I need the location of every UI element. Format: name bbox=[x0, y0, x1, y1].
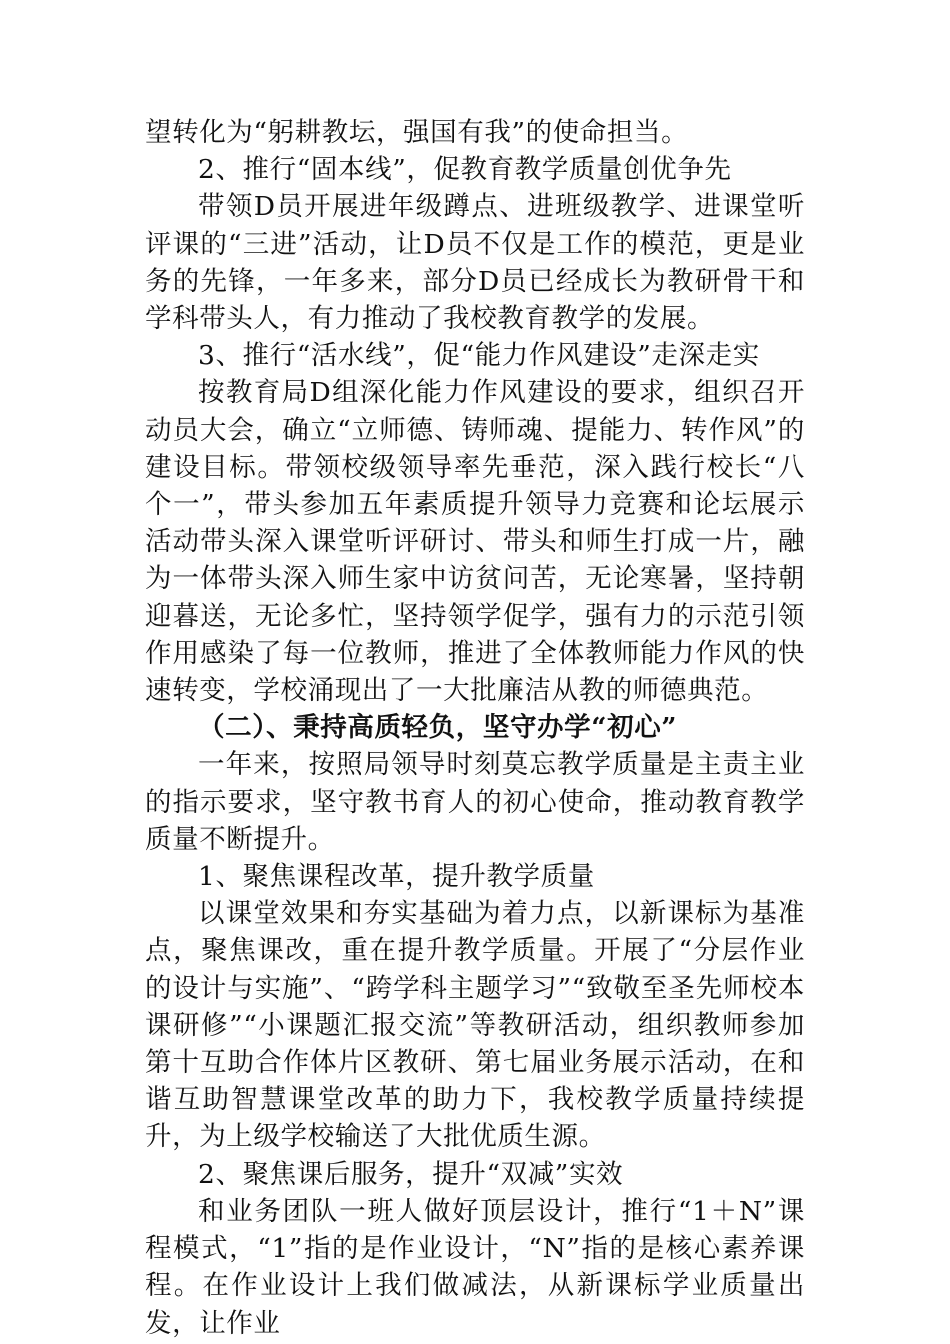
paragraph-intro-quality: 一年来，按照局领导时刻莫忘教学质量是主责主业的指示要求，坚守教书育人的初心使命，推动教育教学质量不断提升。 bbox=[145, 749, 805, 855]
section-heading-chuxin: （二）、秉持高质轻负，坚守办学“初心” bbox=[198, 712, 678, 744]
subheading-kehou-fuwu: 2、聚焦课后服务，提升“双减”实效 bbox=[198, 1158, 624, 1190]
paragraph-closing-line: 望转化为“躬耕教坛，强国有我”的使命担当。 bbox=[145, 117, 689, 148]
paragraph-kecheng-gaige: 以课堂效果和夯实基础为着力点，以新课标为基准点，聚焦课改，重在提升教学质量。开展了“分层作业的设计与实施”、“跨学科主题学习”“致敬至圣先师校本课研修”“小课题汇报交流”等教研活动，组织教师参加第十互助合作体片区教研、第七届业务展示活动，在和谐互助智慧课堂改革的助力下，我校教学质量持续提升，为上级学校输送了大批优质生源。 bbox=[145, 898, 805, 1153]
subheading-huoshuixian: 3、推行“活水线”，促“能力作风建设”走深走实 bbox=[198, 340, 760, 372]
document-body bbox=[145, 114, 805, 1342]
paragraph-nengli-zuofeng: 按教育局D组深化能力作风建设的要求，组织召开动员大会，确立“立师德、铸师魂、提能力、转作风”的建设目标。带领校级领导率先垂范，深入践行校长“八个一”，带头参加五年素质提升领导力竞赛和论坛展示活动带头深入课堂听评研讨、带头和师生打成一片，融为一体带头深入师生家中访贫问苦，无论寒暑，坚持朝迎暮送，无论多忙，坚持领学促学，强有力的示范引领作用感染了每一位教师，推进了全体教师能力作风的快速转变，学校涌现出了一大批廉洁从教的师德典范。 bbox=[145, 377, 805, 707]
paragraph-sanjin: 带领D员开展进年级蹲点、进班级教学、进课堂听评课的“三进”活动，让D员不仅是工作的模范，更是业务的先锋，一年多来，部分D员已经成长为教研骨干和学科带头人，有力推动了我校教育教学的发展。 bbox=[145, 191, 805, 335]
paragraph-kehou-fuwu: 和业务团队一班人做好顶层设计，推行“1＋N”课程模式，“1”指的是作业设计，“N”指的是核心素养课程。在作业设计上我们做减法，从新课标学业质量出发，让作业 bbox=[145, 1195, 805, 1339]
subheading-kecheng-gaige: 1、聚焦课程改革，提升教学质量 bbox=[198, 861, 595, 893]
subheading-gubenxian: 2、推行“固本线”，促教育教学质量创优争先 bbox=[198, 154, 732, 186]
